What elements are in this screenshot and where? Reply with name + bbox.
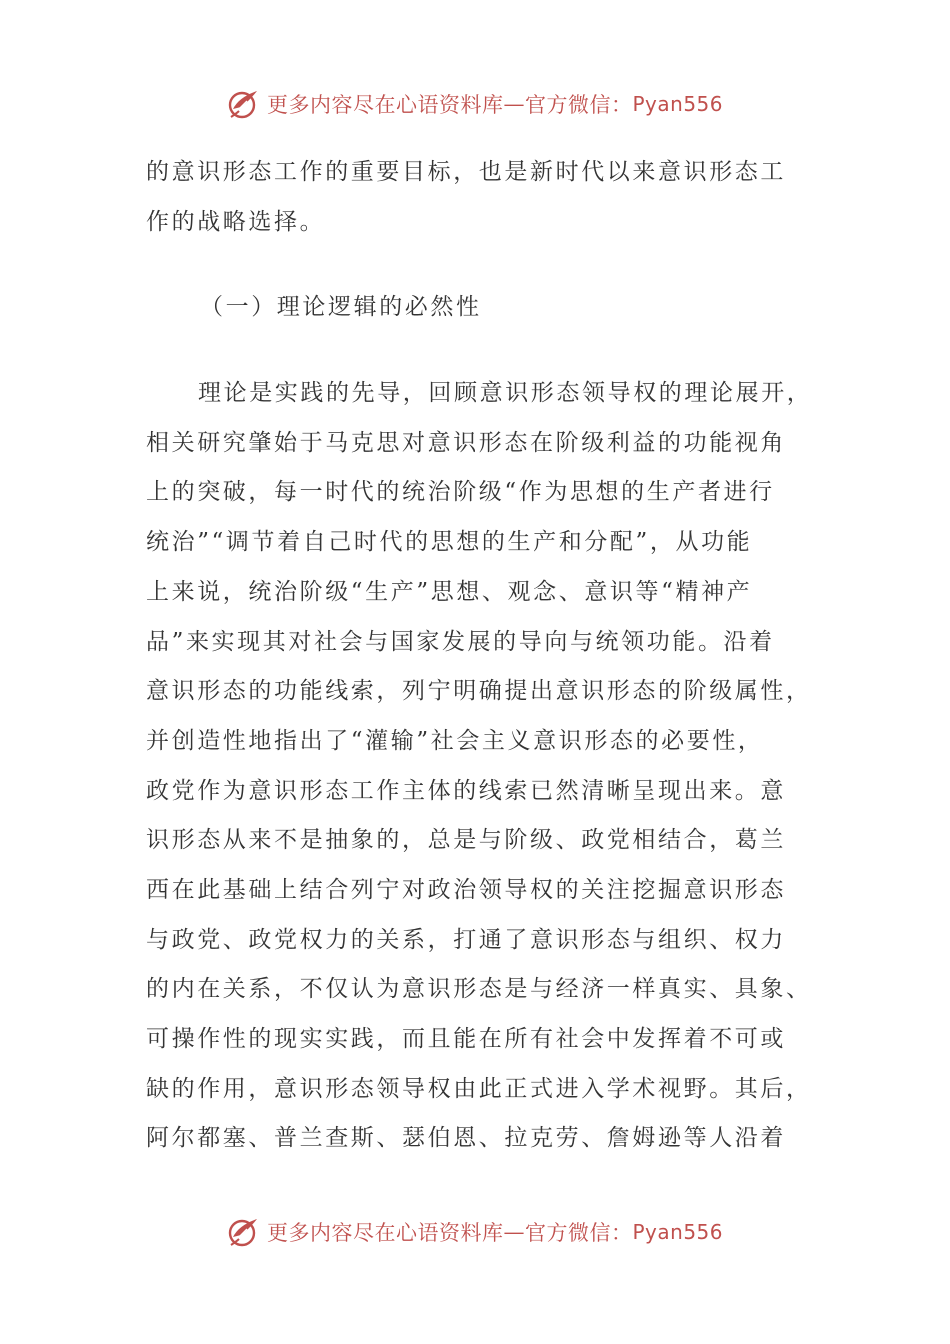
body-line-8: 并创造性地指出了“灌输”社会主义意识形态的必要性， [146, 727, 764, 754]
body-line-13: 的内在关系，不仅认为意识形态是与经济一样真实、具象、 [146, 976, 812, 1003]
intro-line-2: 作的战略选择。 [146, 208, 326, 235]
body-line-2: 相关研究肇始于马克思对意识形态在阶级利益的功能视角 [146, 429, 786, 456]
section-heading: （一）理论逻辑的必然性 [200, 294, 482, 321]
body-line-10: 识形态从来不是抽象的，总是与阶级、政党相结合，葛兰 [146, 827, 786, 854]
banner-wechat-id: Pyan556 [632, 1220, 723, 1244]
body-line-12: 与政党、政党权力的关系，打通了意识形态与组织、权力 [146, 926, 786, 953]
body-line-4: 统治”“调节着自己时代的思想的生产和分配”，从功能 [146, 529, 753, 556]
body-line-14: 可操作性的现实实践，而且能在所有社会中发挥着不可或 [146, 1026, 786, 1052]
header-banner [0, 84, 950, 124]
intro-line-1: 的意识形态工作的重要目标，也是新时代以来意识形态工 [146, 159, 786, 185]
body-line-6: 品”来实现其对社会与国家发展的导向与统领功能。沿着 [146, 628, 775, 655]
banner-text: 更多内容尽在心语资料库 [266, 1221, 504, 1245]
body-line-15: 缺的作用，意识形态领导权由此正式进入学术视野。其后， [146, 1075, 812, 1102]
quill-logo-icon [227, 1215, 261, 1249]
body-line-9: 政党作为意识形态工作主体的线索已然清晰呈现出来。意 [146, 777, 786, 804]
quill-logo-icon [227, 87, 261, 121]
body-line-16: 阿尔都塞、普兰查斯、瑟伯恩、拉克劳、詹姆逊等人沿着 [146, 1125, 786, 1152]
banner-official-label: 官方微信： [524, 93, 633, 117]
document-body [146, 148, 813, 1164]
banner-dash: — [503, 1220, 525, 1244]
banner-official-label: 官方微信： [524, 1221, 633, 1245]
banner-wechat-id: Pyan556 [632, 92, 723, 116]
body-line-5: 上来说，统治阶级“生产”思想、观念、意识等“精神产 [146, 578, 753, 605]
body-line-7: 意识形态的功能线索，列宁明确提出意识形态的阶级属性， [146, 678, 812, 705]
banner-dash: — [503, 92, 525, 116]
body-line-11: 西在此基础上结合列宁对政治领导权的关注挖掘意识形态 [146, 876, 786, 903]
footer-banner [0, 1212, 950, 1252]
banner-text: 更多内容尽在心语资料库 [266, 93, 504, 117]
body-line-3: 上的突破，每一时代的统治阶级“作为思想的生产者进行 [146, 479, 775, 506]
body-line-1: 理论是实践的先导，回顾意识形态领导权的理论展开， [198, 380, 813, 407]
